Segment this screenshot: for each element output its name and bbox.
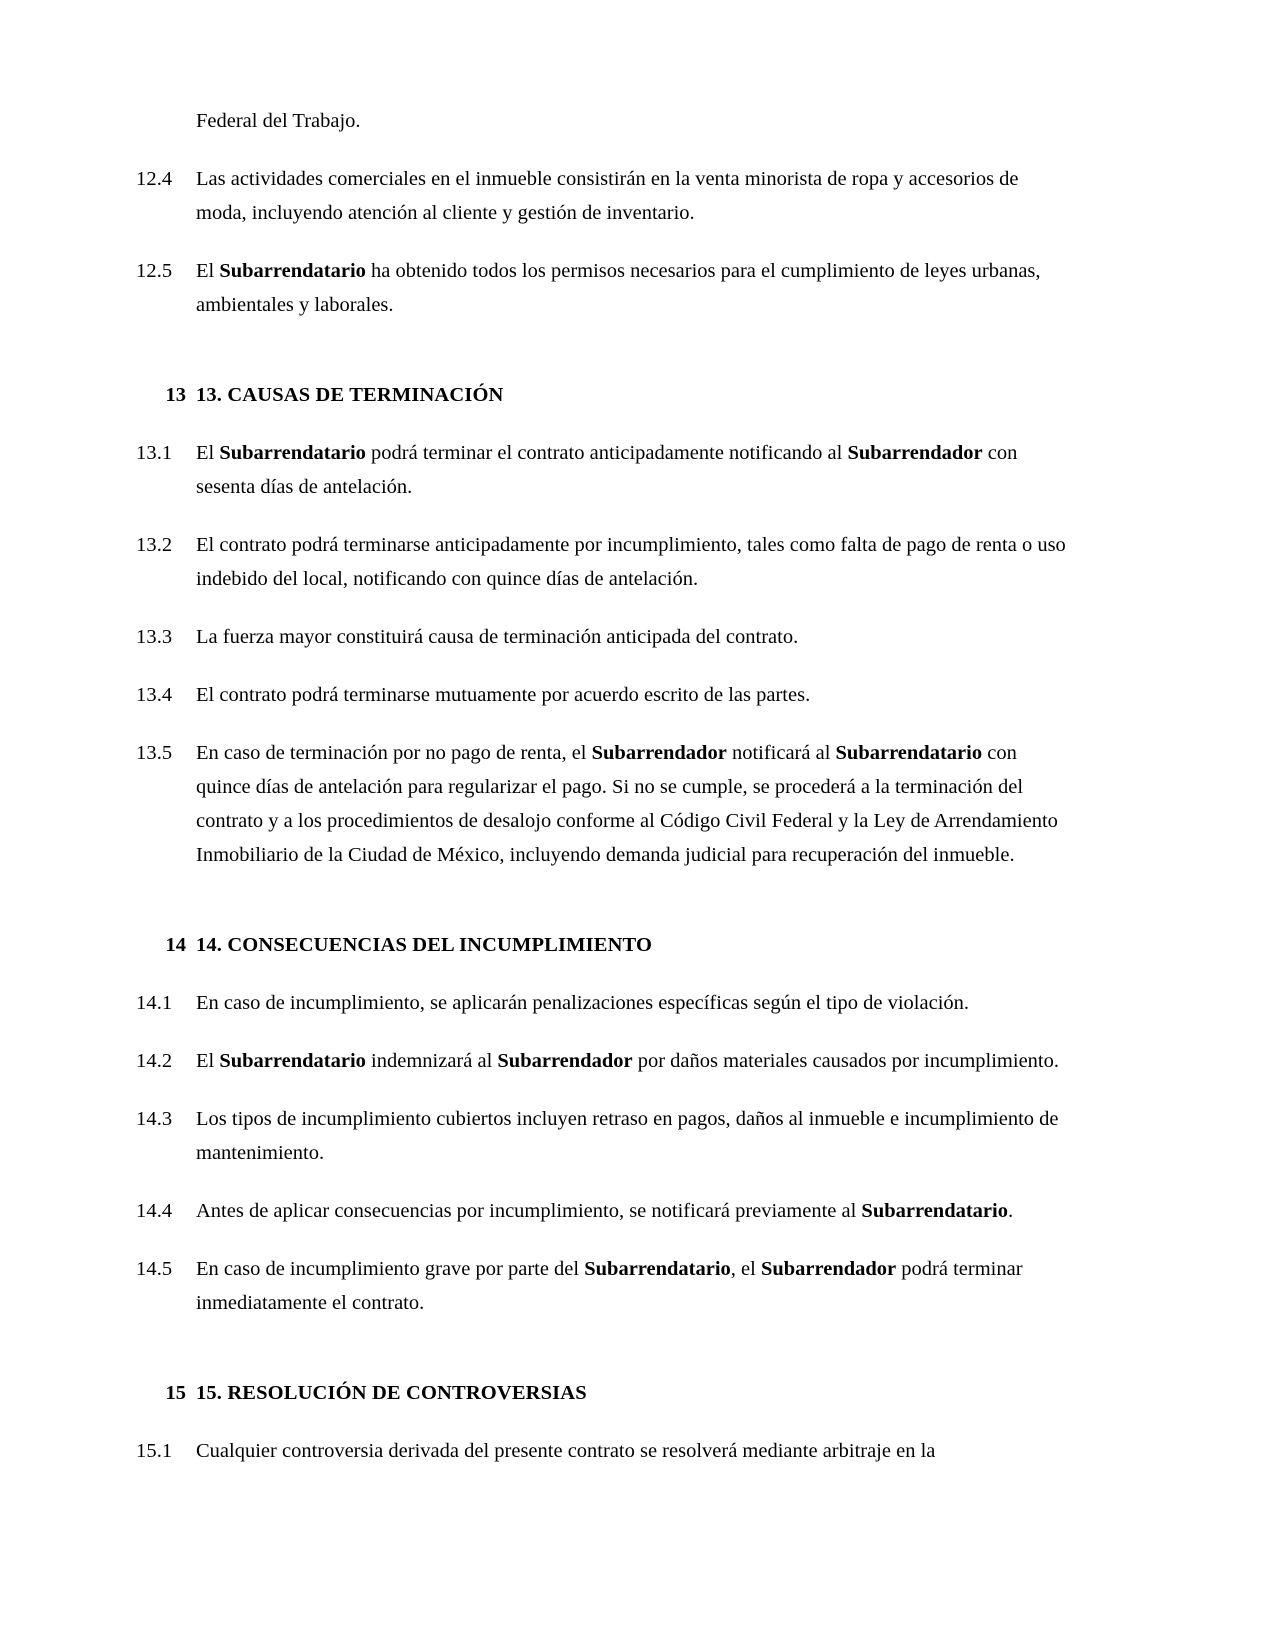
clause-run: con sesenta días de antelación. bbox=[196, 442, 1018, 498]
clause-number: 13.3 bbox=[136, 626, 173, 648]
clause-run: podrá terminar inmediatamente el contrato. bbox=[196, 1258, 1023, 1314]
clause-text bbox=[196, 1434, 1066, 1468]
clause-number: 15.1 bbox=[136, 1440, 173, 1462]
clause-item bbox=[136, 736, 1066, 872]
clause-text bbox=[196, 254, 1066, 322]
clause-text bbox=[196, 986, 1066, 1020]
defined-term: Subarrendador bbox=[847, 442, 983, 464]
clause-text bbox=[196, 528, 1066, 596]
section-heading bbox=[136, 928, 1066, 962]
clause-run: El bbox=[196, 442, 220, 464]
clause-item bbox=[136, 1252, 1066, 1320]
section-heading bbox=[136, 378, 1066, 412]
clause-run: podrá terminar el contrato anticipadamente notificando al bbox=[365, 442, 848, 464]
clause-number: 14.2 bbox=[136, 1050, 173, 1072]
clause-run: indemnizará al bbox=[365, 1050, 498, 1072]
clause-run: ha obtenido todos los permisos necesarios para el cumplimiento de leyes urbanas, ambientales y laborales. bbox=[196, 260, 1041, 316]
clause-run: . bbox=[1007, 1200, 1014, 1222]
section-title: 13. CAUSAS DE TERMINACIÓN bbox=[196, 384, 504, 406]
clause-run: En caso de terminación por no pago de renta, el bbox=[196, 742, 592, 764]
section-number: 15 bbox=[165, 1382, 186, 1404]
clause-item bbox=[136, 528, 1066, 596]
defined-term: Subarrendatario bbox=[219, 1050, 366, 1072]
clause-item bbox=[136, 436, 1066, 504]
clause-run: La fuerza mayor constituirá causa de terminación anticipada del contrato. bbox=[196, 626, 799, 648]
clause-number: 13.4 bbox=[136, 684, 173, 706]
clause-run: , el bbox=[730, 1258, 761, 1280]
clause-number: 14.1 bbox=[136, 992, 173, 1014]
clause-item bbox=[136, 1044, 1066, 1078]
clause-text bbox=[196, 162, 1066, 230]
defined-term: Subarrendatario bbox=[219, 260, 366, 282]
clause-item bbox=[136, 986, 1066, 1020]
clause-run: El contrato podrá terminarse anticipadamente por incumplimiento, tales como falta de pago de renta o uso indebido del local, notificando con quince días de antelación. bbox=[196, 534, 1066, 590]
clause-item bbox=[136, 1434, 1066, 1468]
clause-text bbox=[196, 736, 1066, 872]
clause-run: El contrato podrá terminarse mutuamente por acuerdo escrito de las partes. bbox=[196, 684, 811, 706]
clause-number: 12.4 bbox=[136, 168, 173, 190]
defined-term: Subarrendatario bbox=[584, 1258, 731, 1280]
clause-text bbox=[196, 1044, 1066, 1078]
clause-text bbox=[196, 436, 1066, 504]
clause-item bbox=[136, 254, 1066, 322]
clause-run: notificará al bbox=[726, 742, 836, 764]
section-number: 13 bbox=[165, 384, 186, 406]
section-title: 14. CONSECUENCIAS DEL INCUMPLIMIENTO bbox=[196, 934, 653, 956]
clause-run: Los tipos de incumplimiento cubiertos incluyen retraso en pagos, daños al inmueble e incumplimiento de mantenimiento. bbox=[196, 1108, 1059, 1164]
clause-run: El bbox=[196, 260, 220, 282]
clause-number: 13.5 bbox=[136, 742, 173, 764]
clause-item bbox=[136, 620, 1066, 654]
clause-item bbox=[136, 1194, 1066, 1228]
clause-run: En caso de incumplimiento grave por parte del bbox=[196, 1258, 585, 1280]
clause-number: 13.2 bbox=[136, 534, 173, 556]
clause-text bbox=[196, 1252, 1066, 1320]
clause-text bbox=[196, 620, 1066, 654]
clause-run: Antes de aplicar consecuencias por incumplimiento, se notificará previamente al bbox=[196, 1200, 862, 1222]
clause-run: Las actividades comerciales en el inmueble consistirán en la venta minorista de ropa y accesorios de moda, incluyendo atención al cliente y gestión de inventario. bbox=[196, 168, 1019, 224]
section-title: 15. RESOLUCIÓN DE CONTROVERSIAS bbox=[196, 1382, 587, 1404]
clause-item bbox=[136, 162, 1066, 230]
clause-run: En caso de incumplimiento, se aplicarán penalizaciones específicas según el tipo de violación. bbox=[196, 992, 970, 1014]
defined-term: Subarrendatario bbox=[219, 442, 366, 464]
clause-item bbox=[136, 1102, 1066, 1170]
clause-text bbox=[196, 1194, 1066, 1228]
defined-term: Subarrendatario bbox=[835, 742, 983, 764]
clause-number: 14.4 bbox=[136, 1200, 173, 1222]
clause-number: 14.5 bbox=[136, 1258, 173, 1280]
defined-term: Subarrendador bbox=[497, 1050, 633, 1072]
clause-number: 12.5 bbox=[136, 260, 173, 282]
section-heading bbox=[136, 1376, 1066, 1410]
clause-number: 14.3 bbox=[136, 1108, 173, 1130]
clause-run: por daños materiales causados por incumplimiento. bbox=[632, 1050, 1059, 1072]
paragraph-continuation: Federal del Trabajo. bbox=[196, 110, 361, 132]
clause-run: Cualquier controversia derivada del presente contrato se resolverá mediante arbitraje en la bbox=[196, 1440, 936, 1462]
clause-text bbox=[196, 1102, 1066, 1170]
clause-item bbox=[136, 678, 1066, 712]
clause-run: con quince días de antelación para regularizar el pago. Si no se cumple, se procederá a la terminación del contrato y a los procedimientos de desalojo conforme al Código Civil Federal y la Ley de Arrendamiento Inmobiliario de la Ciudad de México, incluyendo demanda judicial para recuperación del inmueble. bbox=[196, 742, 1058, 866]
clause-number: 13.1 bbox=[136, 442, 173, 464]
defined-term: Subarrendador bbox=[760, 1258, 897, 1280]
defined-term: Subarrendatario bbox=[861, 1200, 1008, 1222]
clause-run: El bbox=[196, 1050, 220, 1072]
section-number: 14 bbox=[165, 934, 186, 956]
document-body bbox=[136, 104, 1066, 1468]
clause-text bbox=[196, 678, 1066, 712]
defined-term: Subarrendador bbox=[591, 742, 727, 764]
